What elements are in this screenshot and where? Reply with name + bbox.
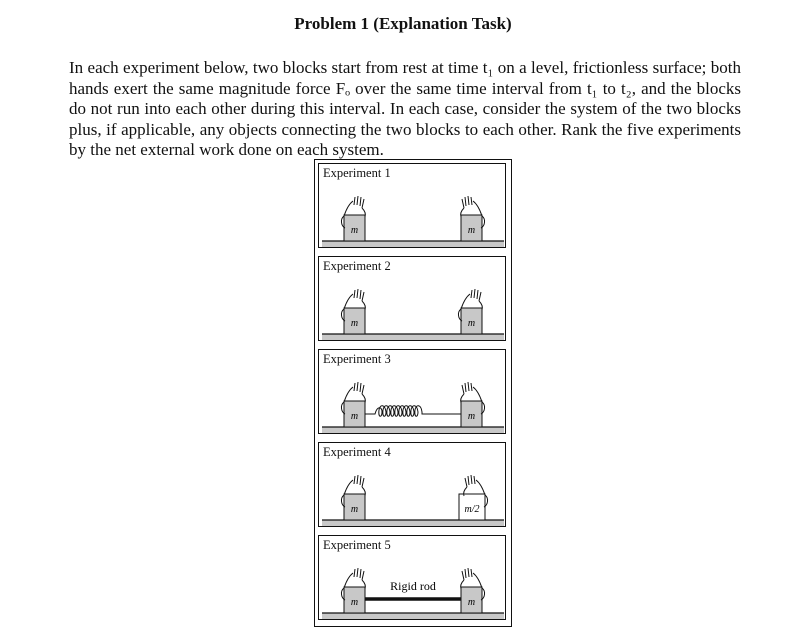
experiment-4-label: Experiment 4 [323, 445, 391, 459]
experiment-1-diagram [319, 164, 507, 249]
experiment-4-diagram [319, 443, 507, 528]
problem-title: Problem 1 (Explanation Task) [294, 14, 512, 33]
right-block-mass: m [467, 597, 476, 608]
experiment-5-panel [318, 535, 506, 620]
left-block-mass: m [350, 225, 359, 236]
experiment-3-label: Experiment 3 [323, 352, 391, 366]
experiments-figure [314, 159, 512, 627]
problem-statement: In each experiment below, two blocks start from rest at time t₁ on a level, frictionless surface; both hands exert the same magnitude force Fₒ over the same time interval from t₁ to t₂, and the blocks do not run into each other during this interval. In each case, consider the system of the two blocks plus, if applicable, any objects connecting the two blocks to each other. Rank the five experiments by the net external work done on each system. [69, 58, 741, 159]
experiment-2-label: Experiment 2 [323, 259, 391, 273]
right-block-mass: m/2 [464, 504, 480, 515]
right-block-mass: m [467, 318, 476, 329]
experiment-1-panel [318, 163, 506, 248]
experiment-5-diagram [319, 536, 507, 621]
spring [365, 406, 461, 417]
experiment-3-diagram [319, 350, 507, 435]
experiment-2-diagram [319, 257, 507, 342]
rigid-rod-label: Rigid rod [390, 579, 436, 593]
experiment-4-panel [318, 442, 506, 527]
experiment-3-panel [318, 349, 506, 434]
experiment-2-panel [318, 256, 506, 341]
left-block-mass: m [350, 597, 359, 608]
right-block-mass: m [467, 225, 476, 236]
left-block-mass: m [350, 318, 359, 329]
left-block-mass: m [350, 504, 359, 515]
experiment-5-label: Experiment 5 [323, 538, 391, 552]
right-block-mass: m [467, 411, 476, 422]
left-block-mass: m [350, 411, 359, 422]
experiment-1-label: Experiment 1 [323, 166, 391, 180]
